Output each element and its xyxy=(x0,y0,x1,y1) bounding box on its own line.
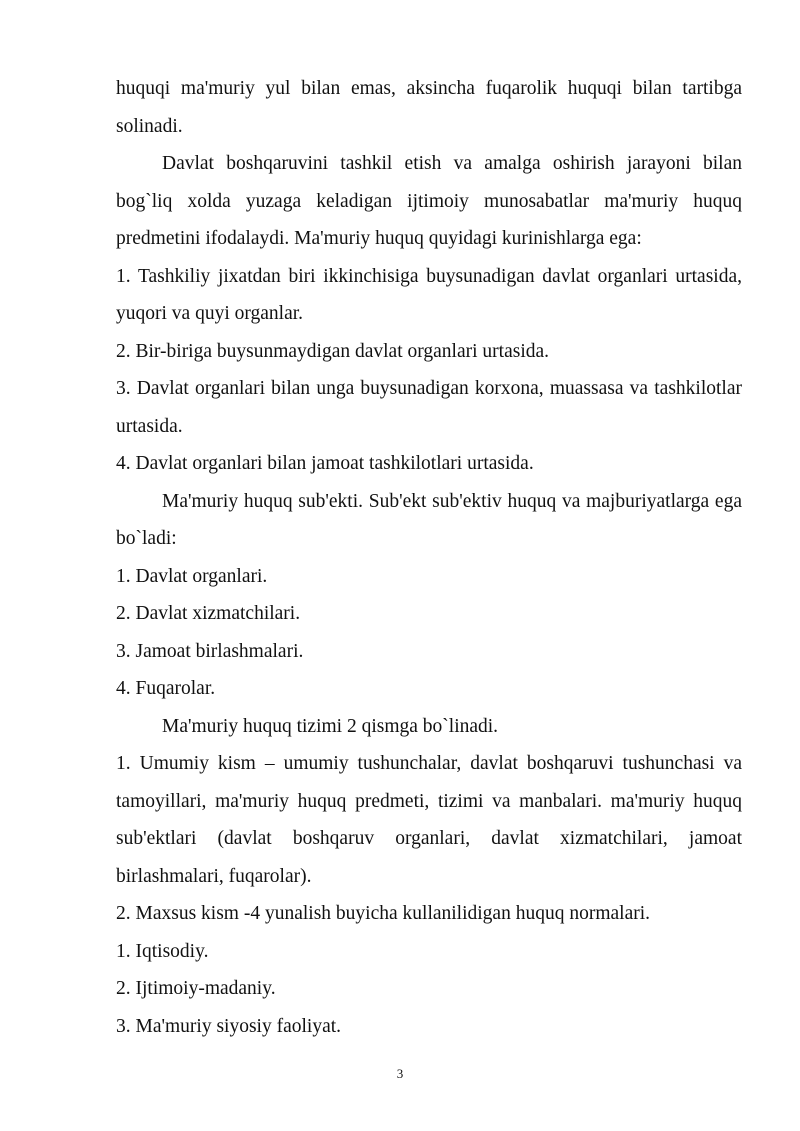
list-item-relations-3: 3. Davlat organlari bilan unga buysunadigan korxona, muassasa va tashkilotlar urtasida. xyxy=(116,378,742,437)
paragraph-continuation: huquqi ma'muriy yul bilan emas, aksincha fuqarolik huquqi bilan tartibga solinadi. xyxy=(116,78,742,137)
list-item-direction-1: 1. Iqtisodiy. xyxy=(116,940,209,962)
list-item-direction-2: 2. Ijtimoiy-madaniy. xyxy=(116,978,276,999)
page-number: 3 xyxy=(396,1066,404,1081)
paragraph-system-intro: Ma'muriy huquq tizimi 2 qismga bo`linadi. xyxy=(162,715,499,737)
paragraph-subjects-intro: Ma'muriy huquq sub'ekti. Sub'ekt sub'ektiv huquq va majburiyatlarga ega bo`ladi: xyxy=(116,490,742,549)
paragraph-subject-definition: Davlat boshqaruvini tashkil etish va amalga oshirish jarayoni bilan bog`liq xolda yuzaga keladigan ijtimoiy munosabatlar ma'muriy huquq predmetini ifodalaydi. Ma'muriy huquq quyidagi kurinishlarga ega: xyxy=(116,153,742,249)
document-body xyxy=(116,70,742,1045)
list-item-general-part: 1. Umumiy kism – umumiy tushunchalar, davlat boshqaruvi tushunchasi va tamoyillari, ma'muriy huquq predmeti, tizimi va manbalari. ma'muriy huquq sub'ektlari (davlat boshqaruv organlari, davlat xizmatchilari, jamoat birlashmalari, fuqarolar). xyxy=(116,753,742,887)
list-item-special-part: 2. Maxsus kism -4 yunalish buyicha kullanilidigan huquq normalari. xyxy=(116,903,651,924)
list-item-relations-1: 1. Tashkiliy jixatdan biri ikkinchisiga buysunadigan davlat organlari urtasida, yuqori va quyi organlar. xyxy=(116,265,742,324)
list-item-relations-2: 2. Bir-biriga buysunmaydigan davlat organlari urtasida. xyxy=(116,340,550,362)
list-item-subjects-1: 1. Davlat organlari. xyxy=(116,565,268,587)
list-item-subjects-4: 4. Fuqarolar. xyxy=(116,678,216,699)
list-item-direction-3: 3. Ma'muriy siyosiy faoliyat. xyxy=(116,1015,342,1037)
list-item-subjects-2: 2. Davlat xizmatchilari. xyxy=(116,603,301,624)
list-item-subjects-3: 3. Jamoat birlashmalari. xyxy=(116,640,304,662)
list-item-relations-4: 4. Davlat organlari bilan jamoat tashkilotlari urtasida. xyxy=(116,453,534,474)
